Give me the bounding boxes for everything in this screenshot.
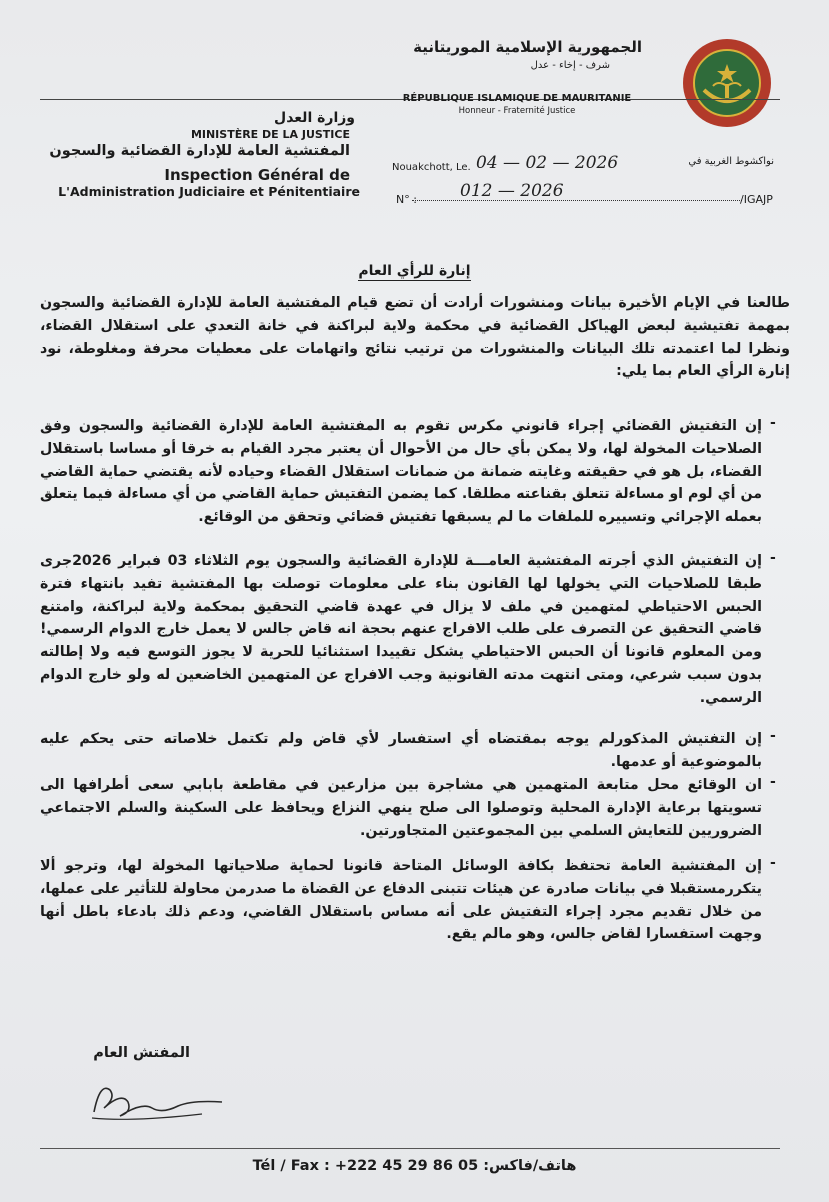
- bullet-paragraph: ان الوقائع محل متابعة المتهمين هي مشاجرة بين مزارعين في مقاطعة بابابي سعى أطرافها الى تسويتها برعاية الإدارة المحلية وتوصلوا الى صلح ينهي النزاع ويحافظ على السكينة والسلم الاجتماعي الضروريين للتعايش السلمي بين المجموعتين المتجاورتين.: [40, 777, 762, 839]
- reference-number-suffix: /IGAJP: [740, 193, 773, 206]
- footer-divider: [40, 1148, 780, 1149]
- intro-paragraph: طالعنا في الإيام الأخيرة بيانات ومنشورات أرادت أن تضع قيام المفتشية العامة للإدارة القضائية والسجون بمهمة تفتيشية لبعض الهياكل القضائية في محكمة ولاية لبراكنة في خانة التعدي على استقلال القضاء، ونظرا لما اعتمدته تلك البيانات والمنشورات من ترتيب نتائج واتهامات على معطيات محرفة ومغلوطة، نود إنارة الرأي العام بما يلي:: [40, 295, 790, 380]
- inspection-name-ar: المفتشية العامة للإدارة القضائية والسجون: [49, 143, 350, 159]
- bullet-dash: -: [770, 728, 776, 744]
- reference-number-label: N° :: [396, 193, 417, 206]
- date-label: Nouakchott, Le.: [392, 162, 471, 173]
- ministry-name-ar: وزارة العدل: [274, 110, 355, 126]
- bullet-paragraph: إن التفتيش الذي أجرته المفتشية العامـــة للإدارة القضائية والسجون يوم الثلاثاء 03 فبراير 2026جرى طبقا للصلاحيات التي يخولها لها القانون بناء على معلومات توصلت بها المفتشية تفيد بانتهاء فترة الحبس الاحتياطي لمتهمين في ملف لا يزال في عهدة قاضي التحقيق بمحكمة ولاية لبراكنة، وامتنع قاضي التحقيق عن التصرف على طلب الافراج عنهم بحجة انه قاض جالس لا يعمل خارج الدوام الرسمي! ومن المعلوم قانونا أن الحبس الاحتياطي يشكل تقييدا استثنائيا للحرية لا يجوز التوسع فيه ولا إطالته بدون سبب شرعي، ومتى انتهت مدته القانونية وجب الافراج عن المتهمين الخاضعين له ولو خارج الدوام الرسمي.: [40, 553, 762, 706]
- document-title-text: إنارة للرأي العام: [358, 263, 471, 279]
- ministry-name-fr: MINISTÈRE DE LA JUSTICE: [190, 128, 350, 141]
- date-label-ar: نواكشوط الغربية في: [688, 156, 774, 167]
- republic-name-fr: RÉPUBLIQUE ISLAMIQUE DE MAURITANIE: [402, 93, 632, 104]
- bullet-dash: -: [770, 855, 776, 871]
- republic-name-ar: الجمهورية الإسلامية الموريتانية: [413, 38, 642, 56]
- signatory-title: المفتش العام: [93, 1045, 190, 1061]
- bullet-paragraph: إن التفتيش القضائي إجراء قانوني مكرس تقوم به المفتشية العامة للإدارة القضائية والسجون وفق الصلاحيات المخولة لها، ولا يمكن بأي حال من الأحوال أن يعتبر مجرد القيام به خرقا أو مساسا باستقلال القضاء، بل هو في حقيقته وغايته ضمانة من ضمانات استقلال القضاء وحياده لأنه يقتضي حماية القاضي من أي لوم او مساءلة تتعلق بقناعته مطلقا. كما يضمن التفتيش حماية القاضي من أي مساءلة فيما يتعلق بعمله الإجرائي وتسييره للملفات ما لم يسبقها تفتيش قضائي وتحقق من الوقائع.: [40, 418, 762, 526]
- reference-number-value: 012 — 2026: [460, 181, 564, 201]
- republic-motto-fr: Honneur - Fraternité Justice: [458, 106, 576, 116]
- bullet-dash: -: [770, 415, 776, 431]
- republic-motto-ar: شرف - إخاء - عدل: [530, 60, 610, 71]
- bullet-dash: -: [770, 774, 776, 790]
- document-title: [0, 263, 829, 279]
- date-value: 04 — 02 — 2026: [476, 153, 619, 173]
- handwritten-signature: [82, 1072, 232, 1127]
- inspection-name-fr-line1: Inspection Général de: [164, 166, 350, 184]
- bullet-paragraph: إن التفتيش المذكورلم يوجه بمقتضاه أي استفسار لأي قاض ولم تكتمل خلاصاته حتى يحكم عليه بالموضوعية أو عدمها.: [40, 731, 762, 770]
- footer-contact: Tél / Fax : +222 45 29 86 05 :هاتف/فاكس: [252, 1158, 577, 1174]
- bullet-dash: -: [770, 550, 776, 566]
- inspection-name-fr-line2: L'Administration Judiciaire et Pénitentiaire: [58, 184, 360, 199]
- national-seal-icon: [682, 38, 772, 128]
- bullet-paragraph: إن المفتشية العامة تحتفظ بكافة الوسائل المتاحة قانونا لحماية صلاحياتها المخولة لها، وترجو ألا يتكررمستقبلا في بيانات صادرة عن هيئات تتبنى الدفاع عن القضاة ما صدرمن محاولة للتأثير على عملها، من خلال تقديم مجرد إجراء التفتيش على أنه مساس باستقلال القاضي، ودعم ذلك بادعاء باطل أنها وجهت استفسارا لقاض جالس، وهو مالم يقع.: [40, 858, 762, 943]
